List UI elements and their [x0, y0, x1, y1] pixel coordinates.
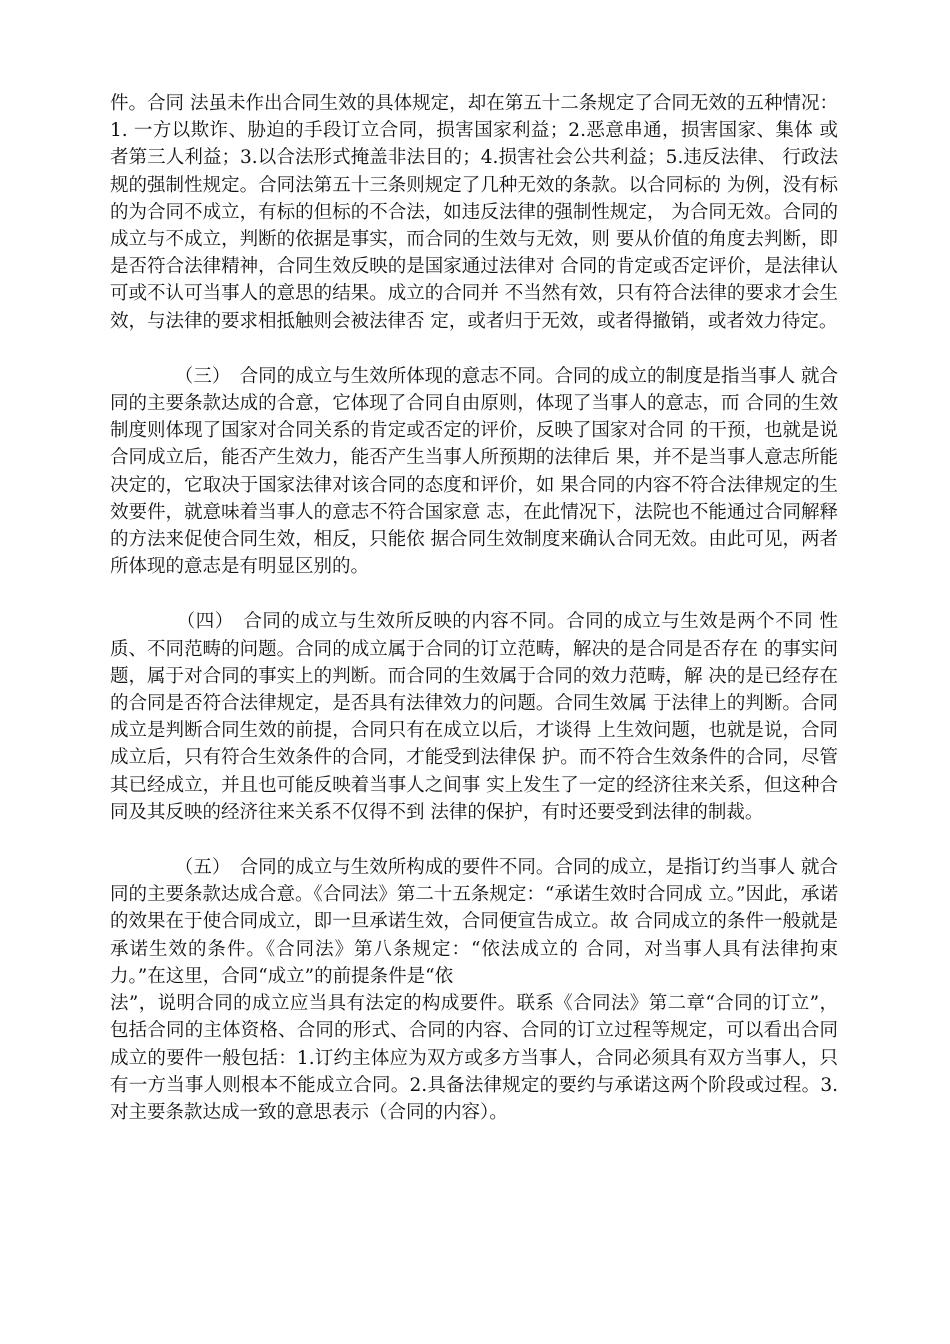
paragraph-spacer: [110, 580, 838, 608]
paragraph-spacer: [110, 335, 838, 363]
paragraph-section-four: （四） 合同的成立与生效所反映的内容不同。合同的成立与生效是两个不同 性质、不同范畴的问题。合同的成立属于合同的订立范畴，解决的是合同是否存在 的事实问题，属于对合同的事实上的判断。而合同的生效属于合同的效力范畴，解 决的是已经存在的合同是否符合法律规定，是否具有法律效力的问题。合同生效属 于法律上的判断。合同成立是判断合同生效的前提，合同只有在成立以后，才谈得 上生效问题，也就是说，合同成立后，只有符合生效条件的合同，才能受到法律保 护。而不符合生效条件的合同，尽管其已经成立，并且也可能反映着当事人之间事 实上发生了一定的经济往来关系，但这种合同及其反映的经济往来关系不仅得不到 法律的保护，有时还要受到法律的制裁。: [110, 611, 838, 823]
document-body: [110, 90, 838, 1126]
paragraph-contract-validity: 件。合同 法虽未作出合同生效的具体规定，却在第五十二条规定了合同无效的五种情况：1. 一方以欺诈、胁迫的手段订立合同，损害国家利益；2.恶意串通，损害国家、集体 或者第三人利益；3.以合法形式掩盖非法目的；4.损害社会公共利益；5.违反法律、 行政法规的强制性规定。合同法第五十三条则规定了几种无效的条款。以合同标的 为例，没有标的为合同不成立，有标的但标的不合法，如违反法律的强制性规定， 为合同无效。合同的成立与不成立，判断的依据是事实，而合同的生效与无效，则 要从价值的角度去判断，即是否符合法律精神，合同生效反映的是国家通过法律对 合同的肯定或否定评价，是法律认可或不认可当事人的意思的结果。成立的合同并 不当然有效，只有符合法律的要求才会生效，与法律的要求相抵触则会被法律否 定，或者归于无效，或者得撤销，或者效力待定。: [110, 93, 838, 332]
paragraph-section-five: （五） 合同的成立与生效所构成的要件不同。合同的成立，是指订约当事人 就合同的主要条款达成合意。《合同法》第二十五条规定：“承诺生效时合同成 立。”因此，承诺的效果在于使合同成立，即一旦承诺生效，合同便宣告成立。故 合同成立的条件一般就是承诺生效的条件。《合同法》第八条规定：“依法成立的 合同，对当事人具有法律拘束力。”在这里，合同“成立”的前提条件是“依 法”，说明合同的成立应当具有法定的构成要件。联系《合同法》第二章“合同的订立”，包括合同的主体资格、合同的形式、合同的内容、合同的订立过程等规定，可以看出合同成立的要件一般包括：1.订约主体应为双方或多方当事人，合同必须具有双方当事人，只有一方当事人则根本不能成立合同。2.具备法律规定的要约与承诺这两个阶段或过程。3.对主要条款达成一致的意思表示（合同的内容）。: [110, 857, 838, 1123]
paragraph-section-three: （三） 合同的成立与生效所体现的意志不同。合同的成立的制度是指当事人 就合同的主要条款达成的合意，它体现了合同自由原则，体现了当事人的意志，而 合同的生效制度则体现了国家对合同关系的肯定或否定的评价，反映了国家对合同 的干预，也就是说合同成立后，能否产生效力，能否产生当事人所预期的法律后 果，并不是当事人意志所能决定的，它取决于国家法律对该合同的态度和评价，如 果合同的内容不符合法律规定的生效要件，就意味着当事人的意志不符合国家意 志，在此情况下，法院也不能通过合同解释的方法来促使合同生效，相反，只能依 据合同生效制度来确认合同无效。由此可见，两者所体现的意志是有明显区别的。: [110, 365, 838, 578]
paragraph-spacer: [110, 826, 838, 854]
